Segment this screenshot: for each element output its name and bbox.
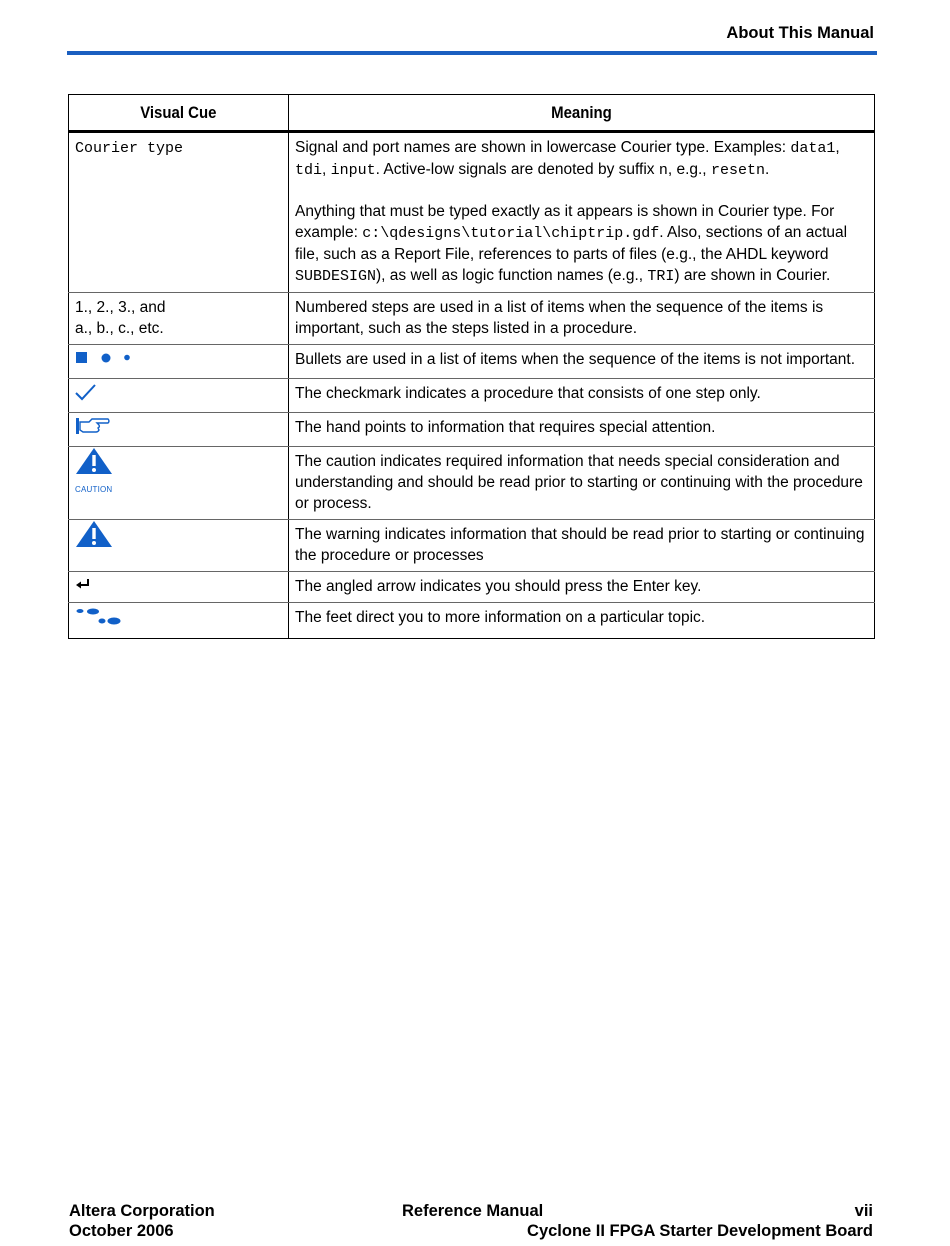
cue-cell (69, 345, 289, 379)
courier-paragraph-2: Anything that must be typed exactly as it appears is shown in Courier type. For example: c:\qdesigns\tutorial\chiptrip.gdf. Also, sections of an actual file, such as a Report File, references to parts of files (e.g., the AHDL keyword SUBDESIGN), as well as logic function names (e.g., TRI) are shown in Courier. (295, 203, 848, 285)
table-row (69, 413, 875, 447)
table-row (69, 603, 875, 639)
meaning-cell: Numbered steps are used in a list of items when the sequence of the items is important, such as the steps listed in a procedure. (289, 293, 875, 345)
caution-icon (75, 447, 113, 475)
feet-icon (75, 607, 123, 627)
footer-document-type: Reference Manual (402, 1202, 544, 1220)
meaning-cell: The hand points to information that requires special attention. (289, 413, 875, 447)
table-row (69, 132, 875, 293)
column-header-visual-cue: Visual Cue (69, 95, 289, 132)
table-row (69, 572, 875, 603)
pointing-hand-icon (75, 417, 111, 435)
meaning-cell: The warning indicates information that should be read prior to starting or continuing the procedure or processes (289, 520, 875, 572)
cue-cell (69, 520, 289, 572)
cue-cell (69, 413, 289, 447)
cue-cell (69, 603, 289, 639)
footer-product-name: Cyclone II FPGA Starter Development Board (527, 1222, 873, 1240)
warning-icon (75, 520, 113, 548)
meaning-cell: Bullets are used in a list of items when the sequence of the items is not important. (289, 345, 875, 379)
meaning-cell: The angled arrow indicates you should press the Enter key. (289, 572, 875, 603)
cue-cell (69, 447, 289, 520)
table-row (69, 447, 875, 520)
table-row (69, 345, 875, 379)
caution-label: CAUTION (75, 485, 113, 494)
bullet-shapes-icon (75, 349, 135, 367)
cue-cell: 1., 2., 3., and a., b., c., etc. (69, 293, 289, 345)
meaning-cell: The caution indicates required information that needs special consideration and understanding and should be read prior to starting or continuing with the procedure or process. (289, 447, 875, 520)
meaning-cell: The checkmark indicates a procedure that consists of one step only. (289, 379, 875, 413)
cue-cell (69, 132, 289, 293)
meaning-cell (289, 132, 875, 293)
table-row (69, 293, 875, 345)
footer-date: October 2006 (69, 1222, 174, 1240)
section-title: About This Manual (726, 24, 874, 42)
table-row (69, 520, 875, 572)
footer-company: Altera Corporation (69, 1202, 215, 1220)
courier-paragraph-1: Signal and port names are shown in lowercase Courier type. Examples: data1, tdi, input. Active-low signals are denoted by suffix n, e.g., resetn. (295, 139, 840, 179)
visual-cues-table (68, 94, 875, 639)
cue-cell (69, 379, 289, 413)
courier-type-label: Courier type (75, 140, 184, 157)
cue-cell (69, 572, 289, 603)
table-header-row (69, 95, 875, 132)
table-row (69, 379, 875, 413)
footer-left (69, 1201, 215, 1241)
enter-arrow-icon (75, 577, 91, 591)
footer-right (527, 1201, 873, 1241)
meaning-cell: The feet direct you to more information on a particular topic. (289, 603, 875, 639)
footer-page-number: vii (854, 1202, 873, 1220)
column-header-meaning: Meaning (289, 95, 875, 132)
checkmark-icon (75, 383, 97, 401)
header-rule (67, 51, 877, 55)
